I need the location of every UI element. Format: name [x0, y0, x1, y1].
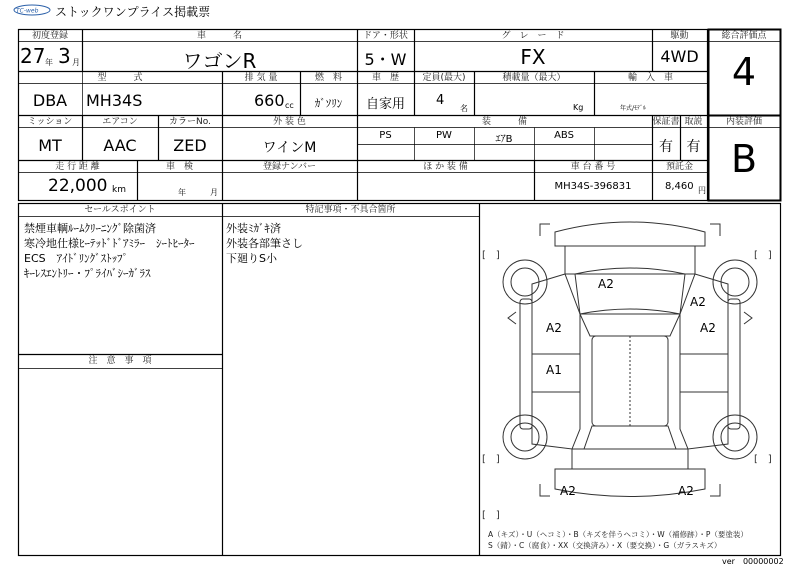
label-overall-rating: 総合評価点 — [721, 31, 767, 41]
version-label: ver 00000002 — [722, 557, 784, 566]
label-plate: 登録ナンバー — [263, 162, 316, 172]
label-mission: ミッション — [27, 117, 73, 127]
label-interior-rating: 内装評価 — [725, 117, 762, 127]
displacement-unit: cc — [285, 101, 294, 110]
aircon: AAC — [103, 136, 137, 155]
history: 自家用 — [365, 97, 405, 112]
remark-line: 外装各部筆さし — [226, 237, 303, 250]
grade: FX — [520, 45, 546, 69]
warranty: 有 — [659, 139, 673, 155]
damage-mark: A2 — [700, 321, 716, 335]
equip-airbag: ｴｱB — [495, 134, 513, 145]
damage-mark: A2 — [598, 277, 614, 291]
type-prefix: DBA — [32, 91, 68, 110]
equip-abs: ABS — [554, 130, 574, 141]
inspection-year-unit: 年 — [178, 188, 186, 197]
sales-point-line: 禁煙車輌ﾙｰﾑｸﾘｰﾆﾝｸﾞ除菌済 — [24, 222, 156, 235]
bracket-front-left: [ ] — [482, 250, 500, 261]
capacity: 4 — [436, 93, 445, 108]
car-name: ワゴンR — [182, 49, 257, 73]
color-no: ZED — [173, 136, 207, 155]
remark-line: 外装ﾐｶﾞｷ済 — [226, 222, 281, 235]
svg-text:TC-web: TC-web — [16, 7, 39, 15]
reg-month-unit: 月 — [72, 58, 80, 67]
label-warranty: 保証書 — [652, 117, 680, 127]
bracket-rear-left: [ ] — [482, 454, 500, 465]
label-deposit: 預託金 — [665, 162, 693, 172]
label-history: 車 歴 — [371, 73, 399, 83]
label-door-shape: ドア・形状 — [363, 31, 408, 41]
damage-mark: A2 — [560, 484, 576, 498]
label-drive: 駆動 — [670, 31, 689, 41]
label-first-registration: 初度登録 — [31, 31, 68, 41]
chassis-number: MH34S-396831 — [554, 181, 632, 192]
sales-point-line: ｷｰﾚｽｴﾝﾄﾘｰ・ﾌﾟﾗｲﾊﾞｼｰｶﾞﾗｽ — [24, 267, 151, 280]
label-color-no: カラーNo. — [169, 117, 211, 127]
label-caution: 注 意 事 項 — [88, 356, 152, 366]
drive: 4WD — [660, 47, 699, 66]
deposit: 8,460 — [665, 181, 694, 192]
label-equipment: 装 備 — [481, 117, 527, 127]
deposit-unit: 円 — [698, 186, 706, 195]
label-manual: 取説 — [684, 117, 703, 127]
label-capacity: 定員(最大) — [422, 73, 466, 83]
label-other-equipment: ほ か 装 備 — [423, 162, 468, 172]
door-shape: 5・W — [364, 50, 407, 69]
reg-month: 3 — [58, 44, 71, 68]
equip-ps: PS — [379, 130, 392, 141]
label-remarks: 特記事項・不具合箇所 — [305, 205, 396, 215]
model-code: MH34S — [86, 91, 143, 110]
reg-year: 27 — [20, 44, 46, 68]
damage-legend-line1: A（キズ）・U（ヘコミ）・B（キズを伴うヘコミ）・W（補修跡）・P（要塗装） — [488, 530, 748, 539]
label-aircon: エアコン — [102, 117, 138, 127]
bracket-rear-right: [ ] — [754, 454, 772, 465]
inspection-month-unit: 月 — [210, 188, 218, 197]
manual: 有 — [686, 139, 701, 155]
label-inspection: 車 検 — [165, 162, 193, 172]
label-grade: グ レ ー ド — [501, 31, 565, 41]
damage-mark: A1 — [546, 363, 562, 377]
damage-legend-line2: S（錆）・C（腐食）・XX（交換済み）・X（要交換）・G（ガラスキズ） — [488, 541, 722, 550]
label-import: 輸 入 車 — [627, 73, 673, 83]
bracket-bottom: [ ] — [482, 510, 500, 521]
sales-point-line: ECS ｱｲﾄﾞﾘﾝｸﾞｽﾄｯﾌﾟ — [24, 252, 129, 265]
label-model: 型 式 — [97, 73, 143, 83]
mission: MT — [38, 136, 62, 155]
label-chassis: 車 台 番 号 — [570, 162, 616, 172]
label-mileage: 走 行 距 離 — [55, 162, 100, 172]
label-car-name: 車 名 — [196, 31, 242, 41]
overall-rating: 4 — [731, 50, 757, 94]
damage-mark: A2 — [546, 321, 562, 335]
reg-year-unit: 年 — [45, 58, 53, 67]
sheet-title: ストックワンプライス掲載票 — [55, 5, 211, 19]
damage-mark: A2 — [690, 295, 706, 309]
label-load: 積載量（最大） — [502, 73, 566, 83]
mileage: 22,000 — [48, 176, 108, 196]
mileage-unit: km — [112, 185, 126, 195]
load-unit: Kg — [573, 103, 584, 112]
capacity-unit: 名 — [460, 104, 468, 113]
interior-rating: B — [730, 137, 758, 181]
sales-point-line: 寒冷地仕様ﾋｰﾃｯﾄﾞﾄﾞｱﾐﾗｰ ｼｰﾄﾋｰﾀｰ — [24, 237, 195, 250]
exterior-color: ワインM — [262, 140, 317, 156]
model-year-label: 年式/ﾓﾃﾞﾙ — [620, 105, 647, 112]
bracket-front-right: [ ] — [754, 250, 772, 261]
remark-line: 下廻りS小 — [226, 252, 277, 265]
label-color: 外 装 色 — [273, 117, 306, 127]
fuel: ｶﾞｿﾘﾝ — [314, 97, 343, 110]
damage-mark: A2 — [678, 484, 694, 498]
label-fuel: 燃 料 — [314, 73, 342, 83]
displacement: 660 — [254, 91, 285, 110]
equip-pw: PW — [436, 130, 452, 141]
car-damage-diagram — [480, 204, 780, 534]
label-sales-points: セールスポイント — [84, 205, 156, 215]
label-displacement: 排 気 量 — [244, 73, 278, 83]
